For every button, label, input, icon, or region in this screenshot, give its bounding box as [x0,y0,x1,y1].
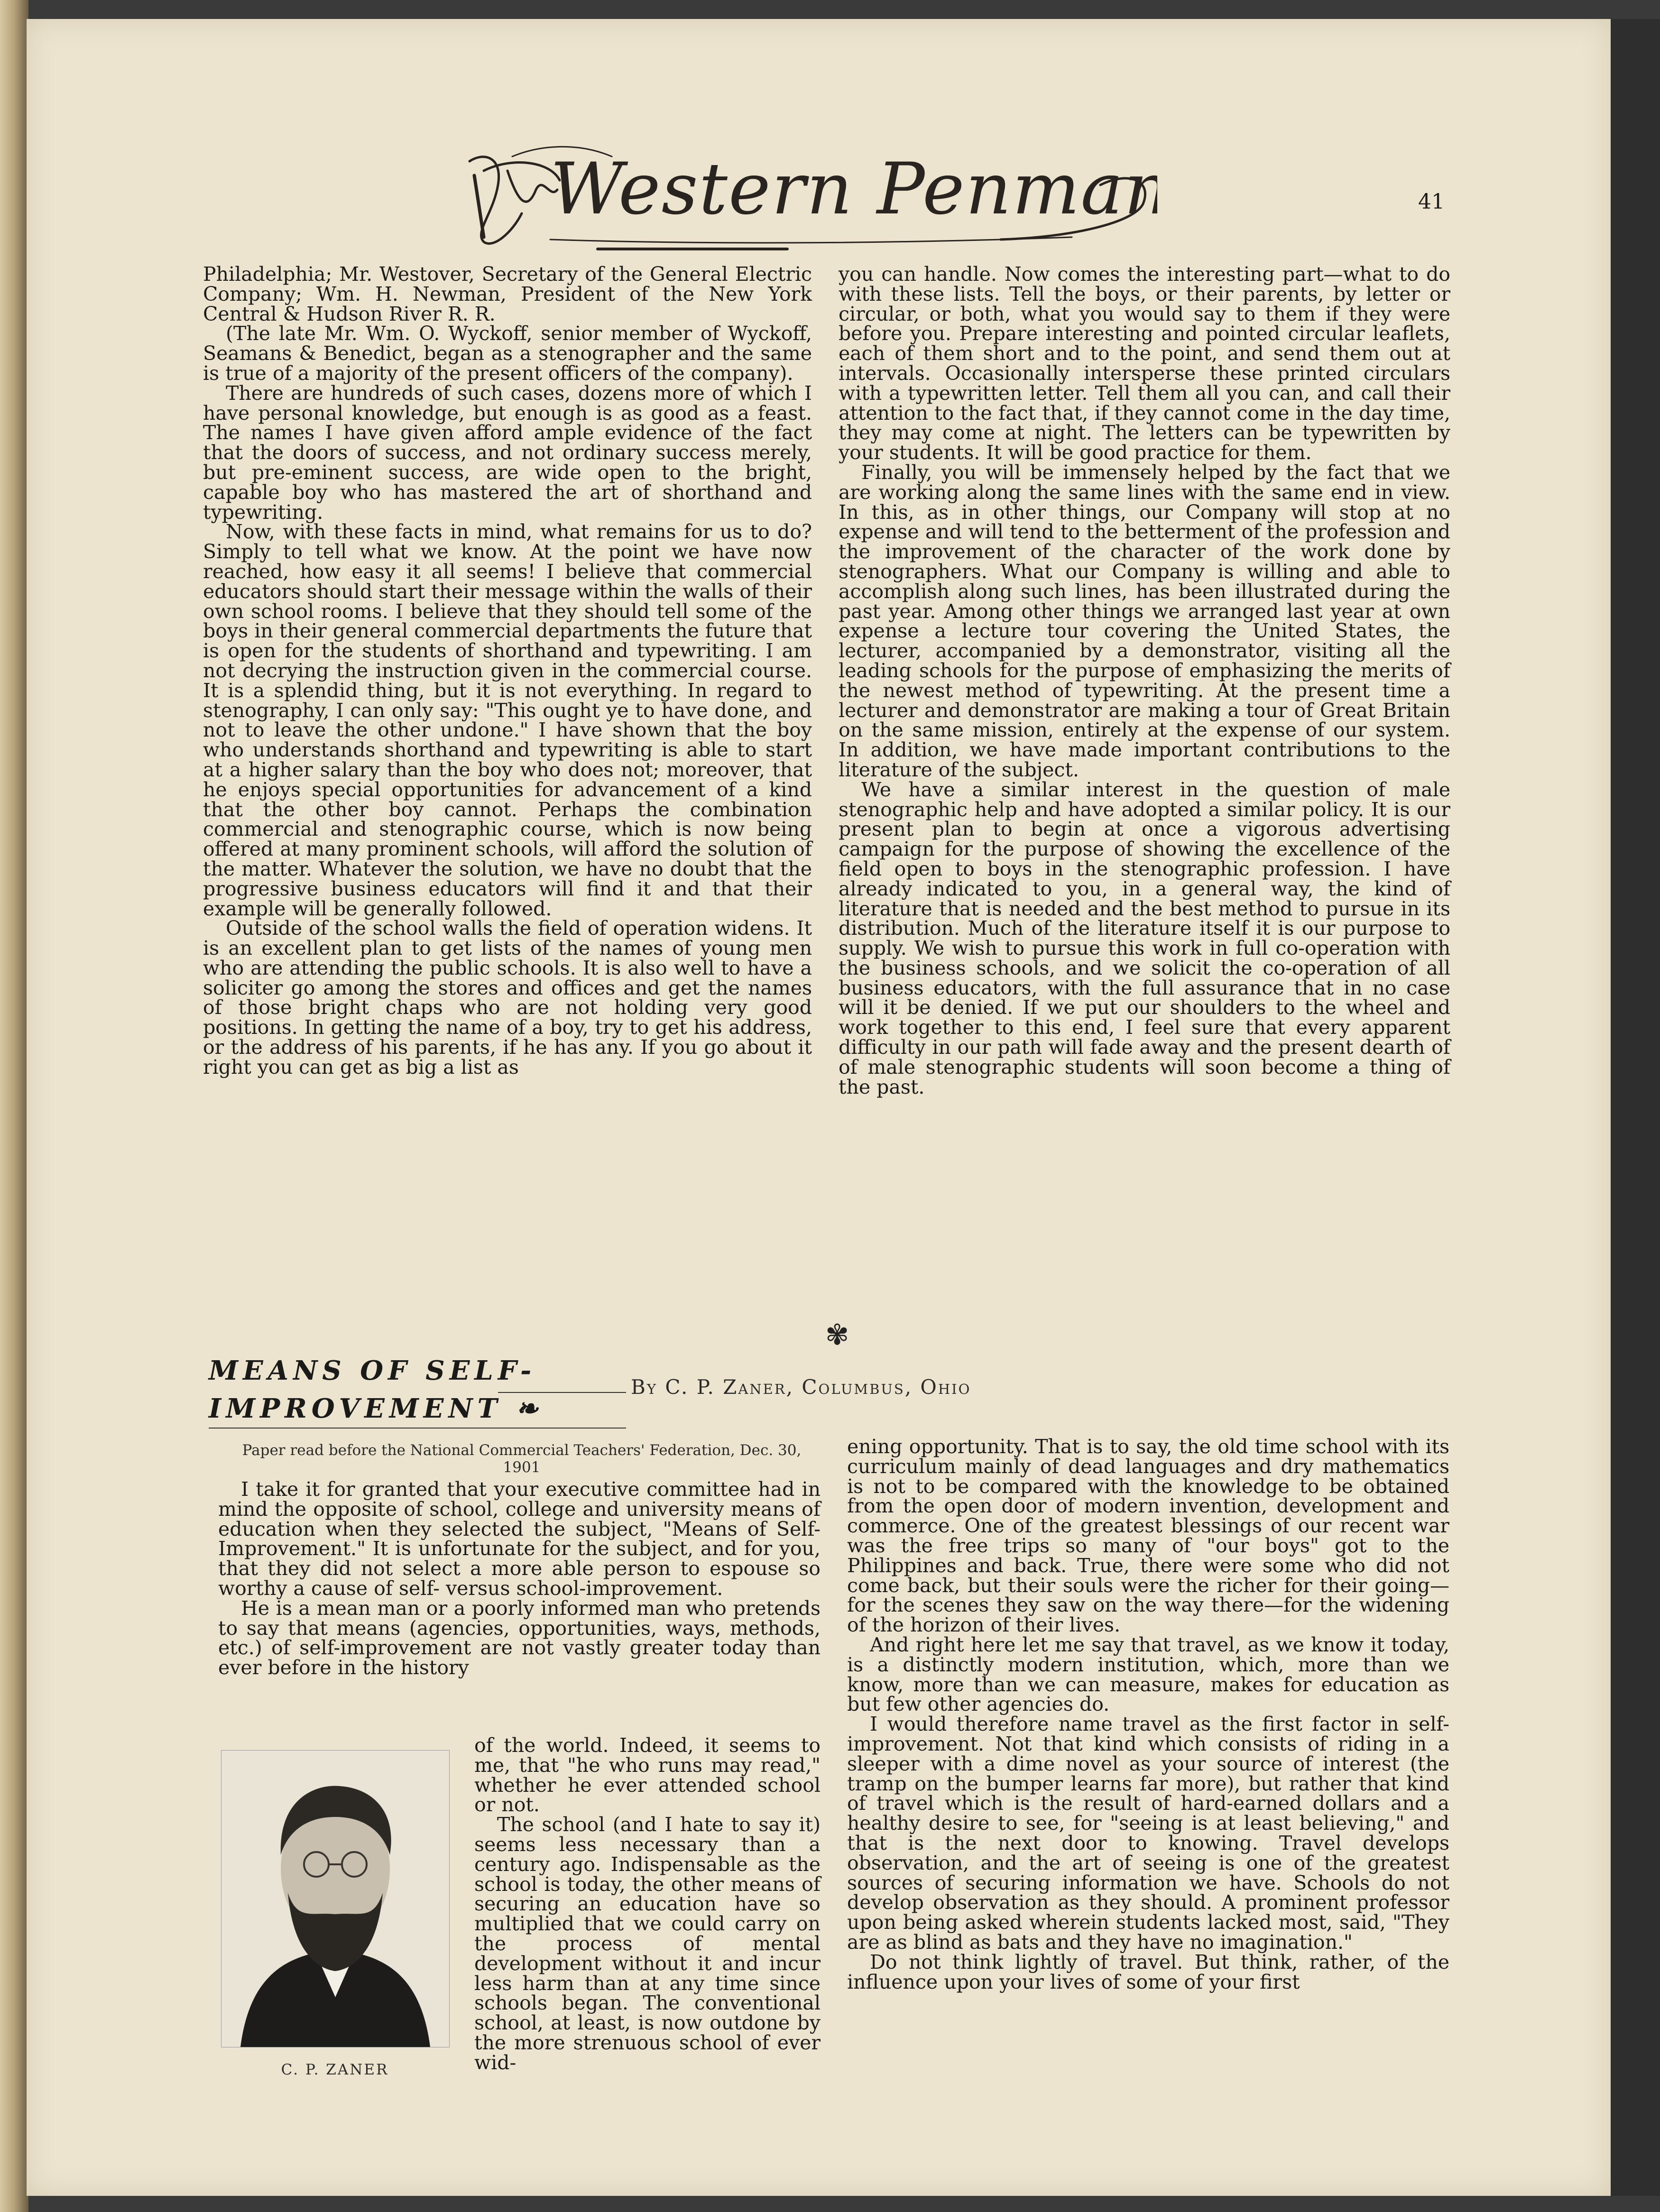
article-title-line-2 [209,1390,636,1428]
paragraph: (The late Mr. Wm. O. Wyckoff, senior member of Wyckoff, Seamans & Benedict, began as a stenographer and the same is true of a majority of the present officers of the company). [203,322,812,385]
column-bottom-right [847,1437,1449,2139]
paragraph: Outside of the school walls the field of operation widens. It is an excellent plan to get lists of the names of young men who are attending the public schools. It is also well to have a soliciter go among the stores and offices and get the names of those bright chaps who are not holding very good positions. In getting the name of a boy, try to get his address, or the address of his parents, if he has any. If you go about it right you can get as big a list as [203,917,812,1078]
paragraph: I take it for granted that your executive committee had in mind the opposite of school, college and university means of education when they selected the subject, "Means of Self-Improvement." It is unfortunate for the subject, and for you, that they did not select a more able person to espouse so worthy a cause of self- versus school-improvement. [218,1478,821,1600]
article-byline: By C. P. Zaner, Columbus, Ohio [631,1375,971,1399]
paragraph: Now, with these facts in mind, what remains for us to do? Simply to tell what we know. At the point we have now reached, how easy it all seems! I believe that commercial educators should start their message within the walls of their own school rooms. I believe that they should tell some of the boys in their general commercial departments the future that is open for the students of shorthand and typewriting. I am not decrying the instruction given in the commercial course. It is a splendid thing, but it is not everything. In regard to stenography, I can only say: "This ought ye to have done, and not to leave the other undone." I have shown that the boy who understands shorthand and typewriting is able to start at a higher salary than the boy who does not; moreover, that he enjoys special opportunities for advancement of a kind that the other boy cannot. Perhaps the combination commercial and stenographic course, which is now being offered at many prominent schools, will afford the solution of the matter. Whatever the solution, we have no doubt that the progressive business educators will find it and that their example will be generally followed. [203,520,812,920]
title-rule [209,1428,626,1429]
paragraph: We have a similar interest in the question of male stenographic help and have adopted a similar policy. It is our present plan to begin at once a vigorous advertising campaign for the purpose of showing the excellence of the field open to boys in the stenographic profession. I have already indicated to you, in a general way, the kind of literature that is needed and the best method to pursue in its distribution. Much of the literature itself it is our purpose to supply. We wish to pursue this work in full co-operation with the business schools, and we solicit the co-operation of all business educators, with the full assurance that in no case will it be denied. If we put our shoulders to the wheel and work together to this end, I feel sure that every apparent difficulty in our path will fade away and the present dearth of of male stenographic students will soon become a thing of the past. [839,778,1450,1098]
paragraph: ening opportunity. That is to say, the old time school with its curriculum mainly of dead languages and dry mathematics is not to be compared with the knowledge to be obtained from the open door of modern invention, development and commerce. One of the greatest blessings of our recent war was the free trips so many of "our boys" got to the Philippines and back. True, there were some who did not come back, but their souls were the richer for their going—for the scenes they saw on the way there—for the widening of the horizon of their lives. [847,1435,1449,1637]
portrait-illustration [221,1751,449,2047]
masthead-logo [455,142,1157,266]
scan-background-edge [1611,19,1660,2196]
paragraph: Finally, you will be immensely helped by the fact that we are working along the same lines with the same end in view. In this, as in other things, our Company will stop at no expense and will tend to the betterment of the profession and the improvement of the character of the work done by stenographers. What our Company is willing and able to accomplish along such lines, has been illustrated during the past year. Among other things we arranged last year at own expense a lecture tour covering the United States, the lecturer, accompanied by a demonstrator, visiting all the leading schools for the purpose of emphasizing the merits of the newest method of typewriting. At the present time a lecturer and demonstrator are making a tour of Great Britain on the same mission, entirely at the expense of our system. In addition, we have made important contributions to the literature of the subject. [839,461,1450,781]
article-title-line-1: MEANS OF SELF- [209,1355,536,1386]
article-subnote: Paper read before the National Commercial Teachers' Federation, Dec. 30, 1901 [242,1442,802,1476]
portrait-caption: C. P. ZANER [281,2061,389,2078]
article-title-line-2-text: IMPROVEMENT [209,1393,502,1424]
paragraph: Philadelphia; Mr. Westover, Secretary of the General Electric Company; Wm. H. Newman, President of the New York Central & Hudson River R. R. [203,263,812,325]
page-binding-shadow [0,0,28,2212]
column-bottom-left-upper [218,1480,821,1736]
title-ornament-icon: ❧ [516,1393,543,1424]
masthead-title-text: Western Penman [550,148,1157,230]
paragraph: He is a mean man or a poorly informed man who pretends to say that means (agencies, opportunities, ways, methods, etc.) of self-improvement are not vastly greater today than ever before in the history [218,1596,821,1679]
portrait-photo [221,1750,450,2047]
paragraph: There are hundreds of such cases, dozens more of which I have personal knowledge, but enough is as good as a feast. The names I have given afford ample evidence of the fact that the doors of success, and not ordinary success merely, but pre-eminent success, are wide open to the bright, capable boy who has mastered the art of shorthand and typewriting. [203,381,812,524]
title-rule [498,1392,626,1393]
paragraph: Do not think lightly of travel. But think, rather, of the influence upon your lives of some of your first [847,1950,1449,1993]
paragraph: you can handle. Now comes the interesting part—what to do with these lists. Tell the boys, or their parents, by letter or circular, or both, what you would say to them if they were before you. Prepare interesting and pointed circular leaflets, each of them short and to the point, and send them out at intervals. Occasionally intersperse these printed circulars with a typewritten letter. Tell them all you can, and call their attention to the fact that, if they cannot come in the day time, they may come at night. The letters can be typewritten by your students. It will be good practice for them. [839,263,1450,464]
page-number: 41 [1418,190,1445,214]
paragraph: of the world. Indeed, it seems to me, that "he who runs may read," whether he ever attended school or not. [474,1734,821,1816]
paragraph: I would therefore name travel as the first factor in self-improvement. Not that kind which consists of riding in a sleeper with a dime novel as your source of interest (the tramp on the bumper learns far more), but rather that kind of travel which is the result of hard-earned dollars and a healthy desire to see, for "seeing is at least believing," and that is the next door to knowing. Travel develops observation, and the art of seeing is one of the greatest sources of securing information we have. Schools do not develop observation as they should. A prominent professor upon being asked wherein students lacked most, said, "They are as blind as bats and they have no imagination." [847,1713,1449,1954]
article-title [209,1352,636,1428]
paragraph: And right here let me say that travel, as we know it today, is a distinctly modern institution, which, more than we know, more than we can measure, makes for education as but few other agencies do. [847,1633,1449,1716]
column-top-right [839,265,1450,1322]
column-top-left [203,265,812,1322]
paragraph: The school (and I hate to say it) seems less necessary than a century ago. Indispensable as the school is today, the other means of securing an education have so multiplied that we could carry on the process of mental development without it and incur less harm than at any time since schools began. The conventional school, at least, is now outdone by the more strenuous school of ever wid- [474,1813,821,2074]
column-bottom-left-lower [474,1736,821,2144]
masthead-script-logo [455,142,1157,266]
section-divider-ornament: ✾ [825,1318,849,1352]
